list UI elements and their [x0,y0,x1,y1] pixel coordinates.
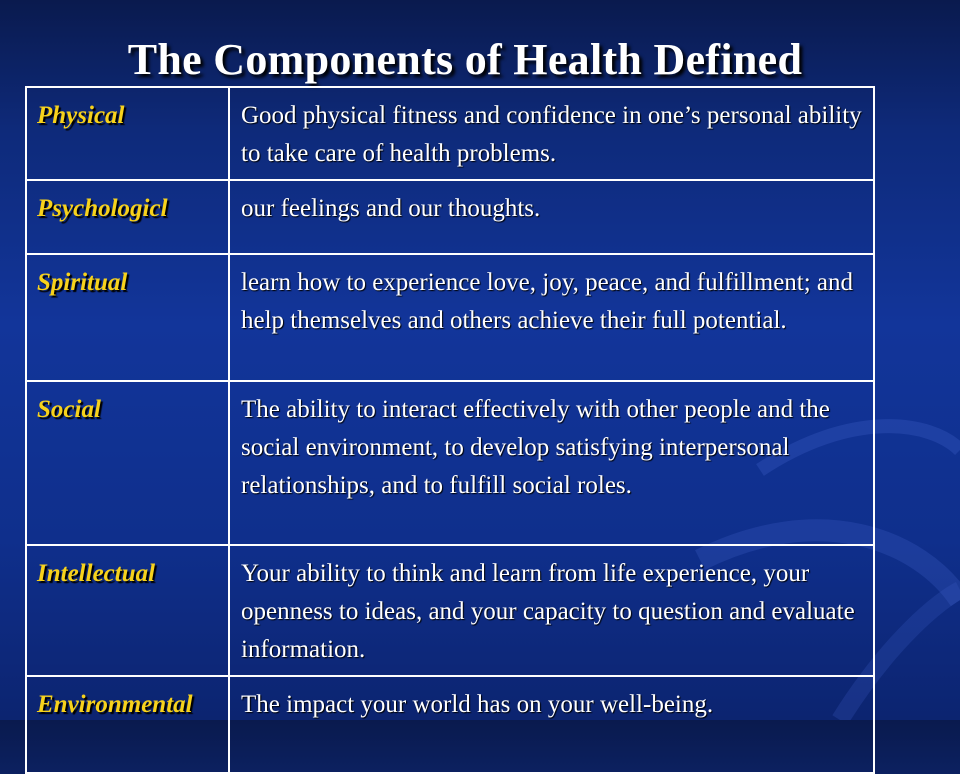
term-cell-spiritual: Spiritual [26,254,229,381]
definition-cell-social: The ability to interact effectively with other people and the social environment, to develop satisfying interpersonal relationships, and to fulfill social roles. [229,381,874,545]
definition-cell-intellectual: Your ability to think and learn from life experience, your openness to ideas, and your capacity to question and evaluate information. [229,545,874,676]
term-cell-environmental: Environmental [26,676,229,773]
health-components-table [25,86,875,774]
table-row [26,381,874,545]
definition-cell-spiritual: learn how to experience love, joy, peace, and fulfillment; and help themselves and others achieve their full potential. [229,254,874,381]
term-cell-social: Social [26,381,229,545]
term-cell-psychological: Psychologicl [26,180,229,254]
definition-cell-physical: Good physical fitness and confidence in one’s personal ability to take care of health problems. [229,87,874,180]
slide-title: The Components of Health Defined [127,35,803,84]
table-row [26,254,874,381]
definition-cell-psychological: our feelings and our thoughts. [229,180,874,254]
term-cell-physical: Physical [26,87,229,180]
table-row [26,87,874,180]
definition-cell-environmental: The impact your world has on your well-being. [229,676,874,773]
table-row [26,545,874,676]
table-row [26,180,874,254]
term-cell-intellectual: Intellectual [26,545,229,676]
table-row [26,676,874,773]
